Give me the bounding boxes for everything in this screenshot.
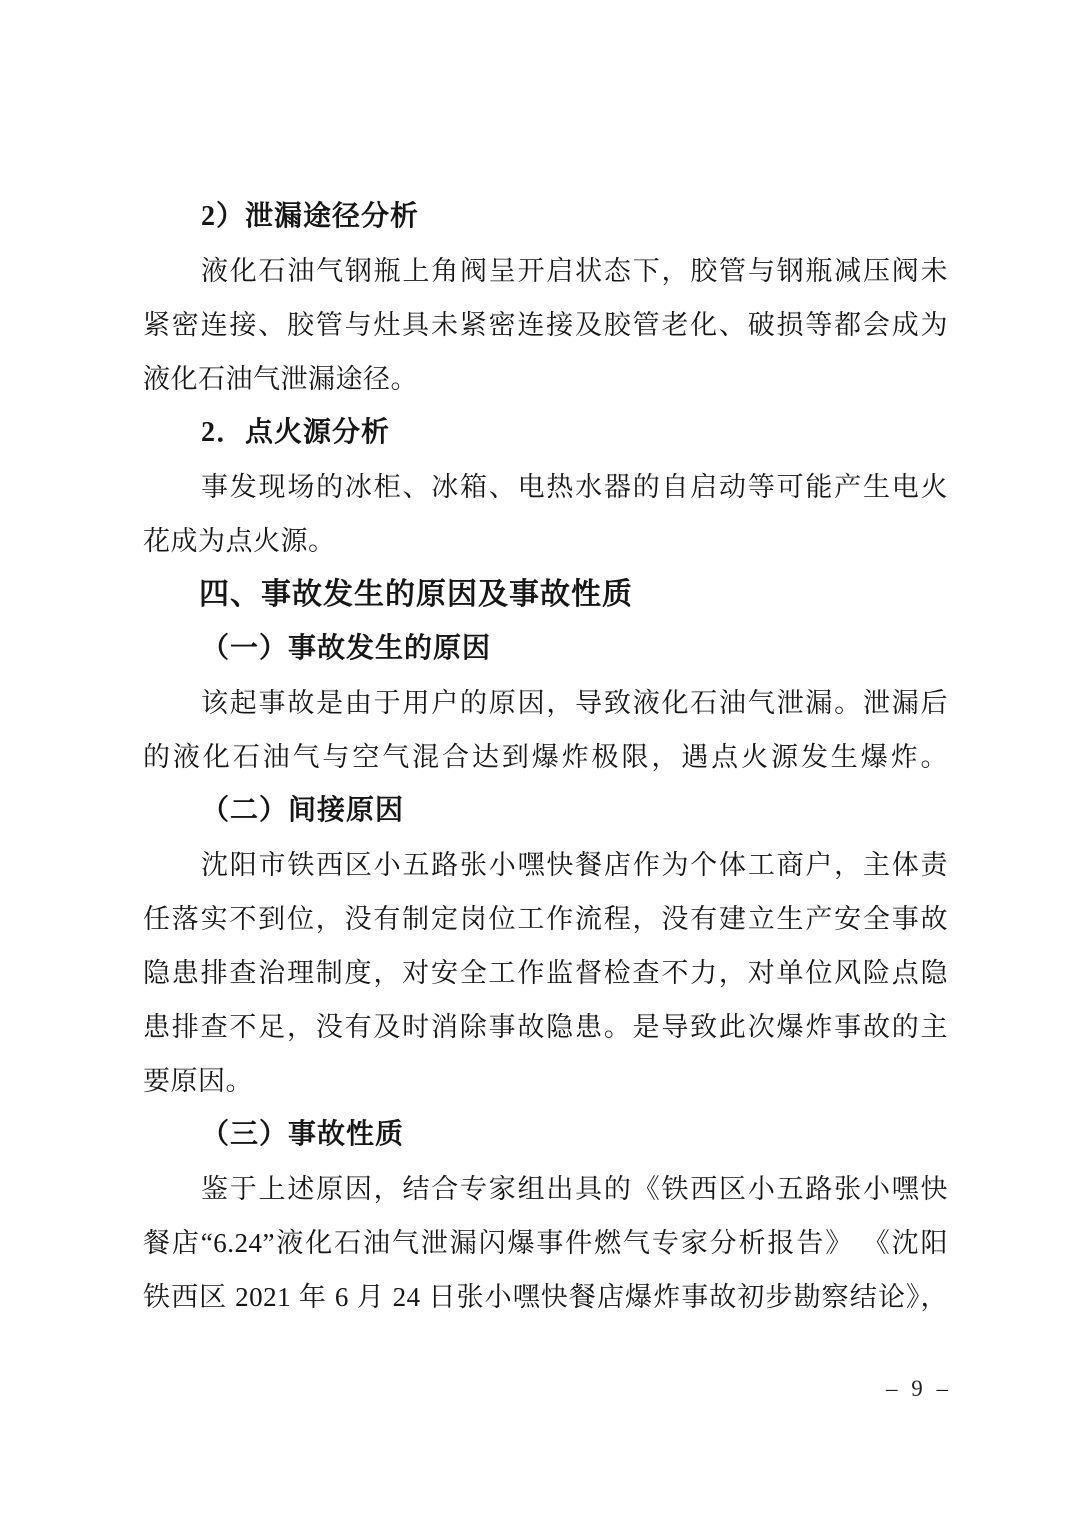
paragraph-line: 餐店“6.24”液化石油气泄漏闪爆事件燃气专家分析报告》 《沈阳 [143, 1228, 948, 1258]
paragraph-line: 该起事故是由于用户的原因，导致液化石油气泄漏。泄漏后 [201, 688, 948, 718]
chapter-heading-accident-cause-and-nature: 四、事故发生的原因及事故性质 [199, 578, 633, 611]
paragraph-line: 鉴于上述原因，结合专家组出具的《铁西区小五路张小嘿快 [201, 1174, 948, 1204]
paragraph-line: 隐患排查治理制度，对安全工作监督检查不力，对单位风险点隐 [143, 958, 948, 988]
paragraph-line: 要原因。 [143, 1066, 253, 1096]
paragraph-line: 沈阳市铁西区小五路张小嘿快餐店作为个体工商户，主体责 [201, 850, 948, 880]
paragraph-line: 铁西区 2021 年 6 月 24 日张小嘿快餐店爆炸事故初步勘察结论》， [143, 1282, 948, 1312]
subheading-indirect-cause: （二）间接原因 [201, 795, 405, 826]
document-body [143, 190, 948, 1324]
paragraph-line: 事发现场的冰柜、冰箱、电热水器的自启动等可能产生电火 [201, 472, 948, 502]
subheading-leak-path-analysis: 2）泄漏途径分析 [201, 201, 420, 232]
paragraph-line: 花成为点火源。 [143, 526, 336, 556]
paragraph-line: 任落实不到位，没有制定岗位工作流程，没有建立生产安全事故 [143, 904, 948, 934]
subheading-accident-cause: （一）事故发生的原因 [201, 633, 492, 664]
paragraph-line: 的液化石油气与空气混合达到爆炸极限，遇点火源发生爆炸。 [143, 742, 948, 772]
paragraph-line: 患排查不足，没有及时消除事故隐患。是导致此次爆炸事故的主 [143, 1012, 948, 1042]
paragraph-line: 液化石油气钢瓶上角阀呈开启状态下，胶管与钢瓶减压阀未 [201, 256, 948, 286]
paragraph-line: 液化石油气泄漏途径。 [143, 364, 418, 394]
subheading-accident-nature: （三）事故性质 [201, 1119, 405, 1150]
subheading-ignition-source-analysis: 2．点火源分析 [201, 417, 391, 448]
page-number: – 9 – [886, 1376, 952, 1401]
paragraph-line: 紧密连接、胶管与灶具未紧密连接及胶管老化、破损等都会成为 [143, 310, 948, 340]
